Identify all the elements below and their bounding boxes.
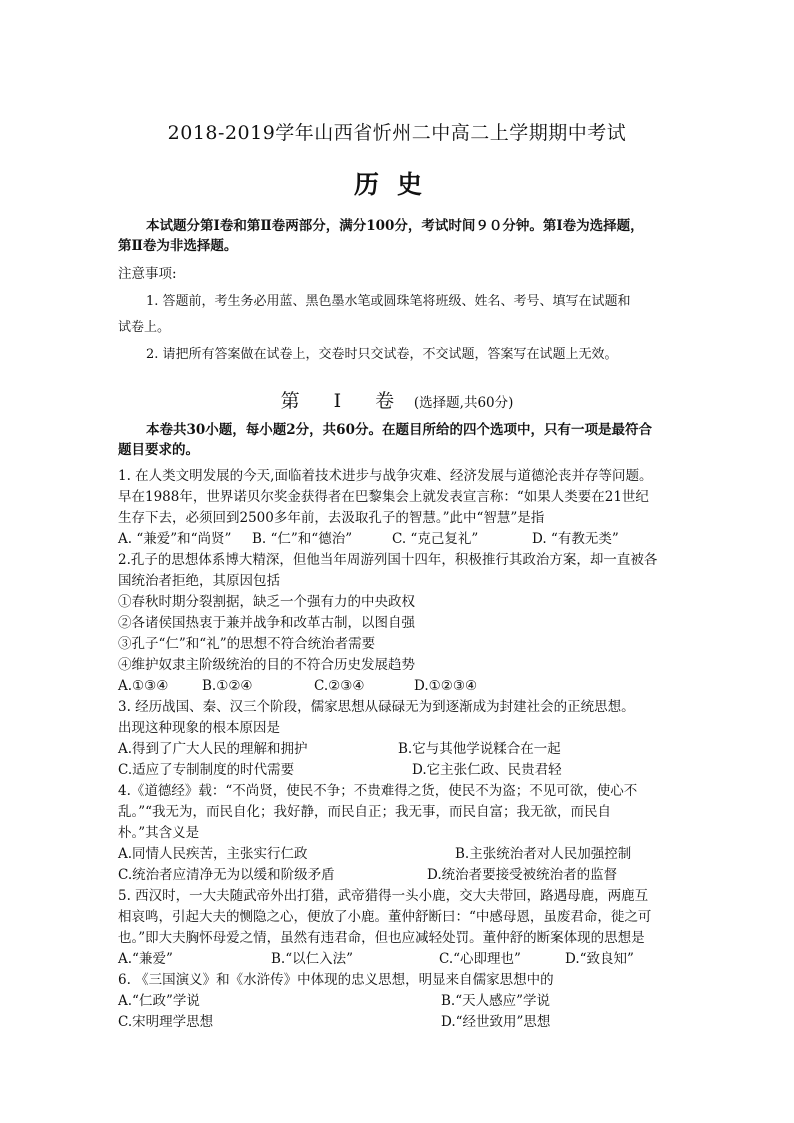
q2-option-d: D.①②③④	[414, 678, 478, 694]
q5-option-d: D.“致良知”	[565, 951, 634, 967]
q5-line-3: 也。”即大夫胸怀母爱之情，虽然有违君命，但也应减轻处罚。董仲舒的断案体现的思想是	[118, 930, 645, 946]
q5-line-2: 相哀鸣，引起大夫的恻隐之心，便放了小鹿。董仲舒断曰：“中感母恩，虽废君命，徙之可	[118, 909, 652, 925]
q5-option-c: C.“心即理也”	[439, 951, 521, 967]
intro-text-1: 本试题分第Ⅰ卷和第Ⅱ卷两部分，满分100分，考试时间９０分钟。第Ⅰ卷为选择题，	[146, 218, 644, 234]
q1-line-3: 生存下去，必须回到2500多年前，去汲取孔子的智慧。”此中“智慧”是指	[118, 510, 545, 526]
q5-line-1: 5. 西汉时，一大夫随武帝外出打猎，武帝猎得一头小鹿，交大夫带回，路遇母鹿，两鹿互	[118, 888, 649, 904]
q3-option-a: A.得到了广大人民的理解和拥护	[118, 741, 308, 757]
section-desc-1: 本卷共30小题，每小题2分，共60分。在题目所给的四个选项中，只有一项是最符合	[146, 422, 652, 438]
q2-item-4: ④维护奴隶主阶级统治的目的不符合历史发展趋势	[118, 657, 415, 673]
section-desc-2: 题目要求的。	[118, 442, 199, 458]
q6-option-d: D.“经世致用”思想	[441, 1014, 551, 1030]
q6-line-1: 6. 《三国演义》和《水浒传》中体现的忠义思想，明显来自儒家思想中的	[118, 972, 554, 988]
q3-line-1: 3. 经历战国、秦、汉三个阶段，儒家思想从碌碌无为到逐渐成为封建社会的正统思想。	[118, 699, 635, 715]
q2-option-a: A.①③④	[118, 678, 169, 694]
q5-option-a: A.“兼爱”	[118, 951, 173, 967]
q3-option-d: D.它主张仁政、民贵君轻	[412, 762, 562, 778]
q2-option-b: B.①②④	[202, 678, 253, 694]
q3-option-b: B.它与其他学说糅合在一起	[398, 741, 561, 757]
notice-item-2: 2. 请把所有答案做在试卷上，交卷时只交试卷，不交试题，答案写在试题上无效。	[146, 347, 618, 362]
q1-line-2: 早在1988年，世界诺贝尔奖金获得者在巴黎集会上就发表宣言称：“如果人类要在21世纪	[118, 489, 649, 505]
notice-label: 注意事项:	[118, 266, 177, 282]
q4-option-b: B.主张统治者对人民加强控制	[455, 846, 632, 862]
q1-option-a: A. “兼爱”和“尚贤”	[118, 531, 232, 547]
q6-option-b: B.“天人感应”学说	[441, 993, 551, 1009]
intro-text-2: 第Ⅱ卷为非选择题。	[118, 238, 238, 254]
q4-option-c: C.统治者应清净无为以缓和阶级矛盾	[118, 867, 335, 883]
q2-options	[118, 676, 678, 696]
q6-option-c: C.宋明理学思想	[118, 1014, 214, 1030]
exam-title: 2018-2019学年山西省忻州二中高二上学期期中考试	[167, 122, 627, 144]
q1-option-d: D. “有教无类”	[532, 531, 619, 547]
q4-line-1: 4.《道德经》载：“不尚贤，使民不争；不贵难得之货，使民不为盗；不见可欲，使心不	[118, 783, 638, 799]
q2-item-1: ①春秋时期分裂割据，缺乏一个强有力的中央政权	[118, 594, 415, 610]
q2-item-2: ②各诸侯国热衷于兼并战争和改革古制，以图自强	[118, 615, 415, 631]
q5-options	[118, 949, 678, 969]
q1-options	[118, 529, 678, 549]
q5-option-b: B.“以仁入法”	[271, 951, 354, 967]
subject-title: 历史	[353, 170, 440, 199]
section-title-text: 第 Ⅰ 卷	[280, 390, 409, 412]
q1-option-c: C. “克己复礼”	[392, 531, 479, 547]
notice-item-1: 1. 答题前，考生务必用蓝、黑色墨水笔或圆珠笔将班级、姓名、考号、填写在试题和	[146, 294, 631, 309]
q2-line-2: 国统治者拒绝，其原因包括	[118, 573, 280, 589]
q4-option-a: A.同情人民疾苦，主张实行仁政	[118, 846, 308, 862]
q2-line-1: 2.孔子的思想体系博大精深，但他当年周游列国十四年，积极推行其政治方案，却一直被各	[118, 552, 658, 568]
q4-line-3: 朴。”其含义是	[118, 825, 200, 841]
q3-line-2: 出现这种现象的根本原因是	[118, 720, 280, 736]
q2-item-3: ③孔子“仁”和“礼”的思想不符合统治者需要	[118, 636, 376, 652]
q1-option-b: B. “仁”和“德治”	[252, 531, 353, 547]
section-title-note: (选择题,共60分)	[413, 395, 514, 411]
section-title	[0, 386, 794, 413]
q4-option-d: D.统治者要接受被统治者的监督	[427, 867, 618, 883]
q6-option-a: A.“仁政”学说	[118, 993, 200, 1009]
q1-line-1: 1. 在人类文明发展的今天,面临着技术进步与战争灾难、经济发展与道德沦丧并存等问题。	[118, 468, 653, 484]
notice-item-1-cont: 试卷上。	[118, 320, 171, 335]
q2-option-c: C.②③④	[314, 678, 365, 694]
q3-option-c: C.适应了专制制度的时代需要	[118, 762, 295, 778]
q4-line-2: 乱。”“我无为，而民自化；我好静，而民自正；我无事，而民自富；我无欲，而民自	[118, 804, 612, 820]
